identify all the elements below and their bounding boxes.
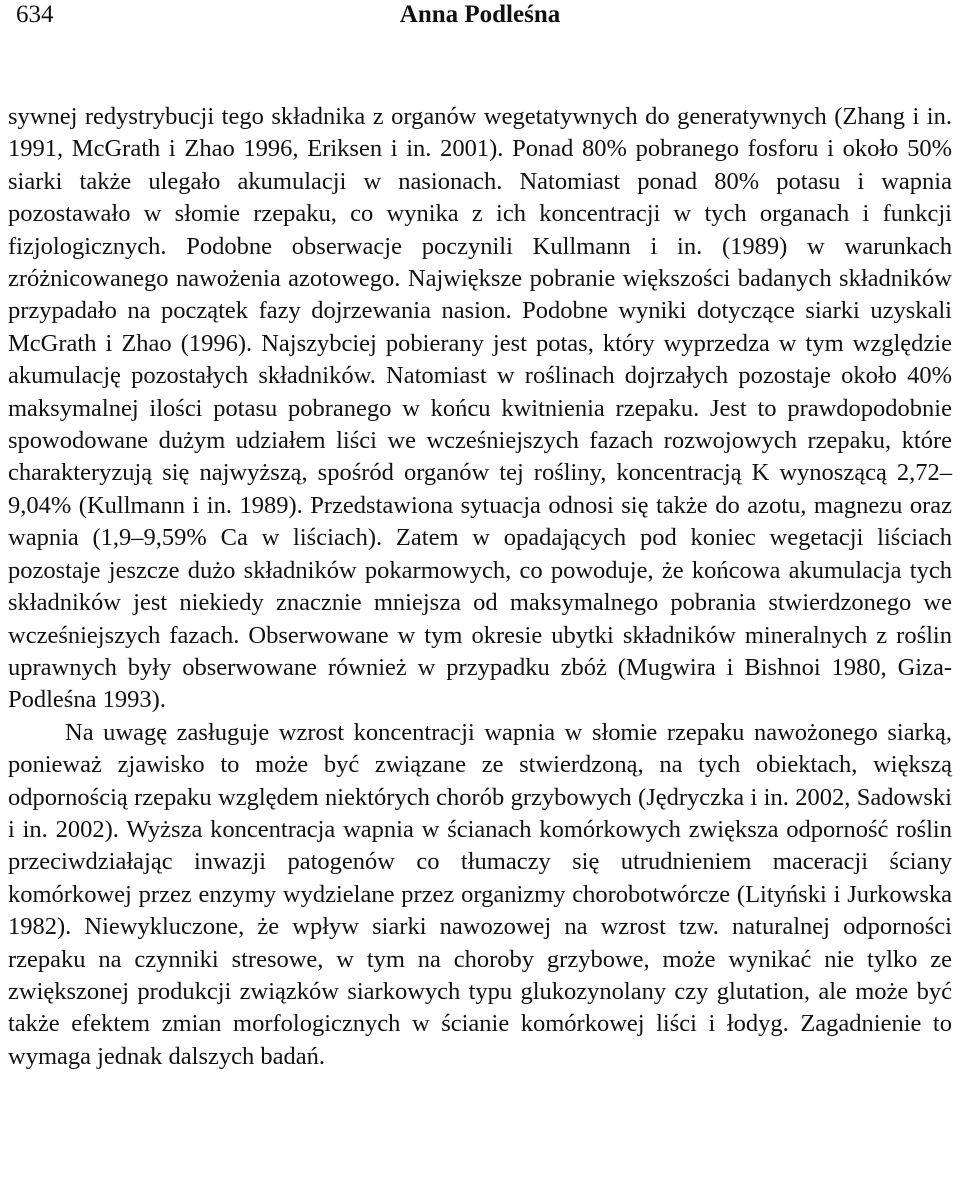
- body-text: [8, 101, 952, 1073]
- page-header: [8, 0, 952, 34]
- page-number: 634: [16, 1, 54, 28]
- running-head-author: Anna Podleśna: [399, 1, 561, 28]
- paragraph-2: Na uwagę zasługuje wzrost koncentracji wapnia w słomie rzepaku nawożonego siarką, ponieważ zjawisko to może być związane ze stwierdzoną, na tych obiektach, większą odpornością rzepaku względem niektórych chorób grzybowych (Jędryczka i in. 2002, Sadowski i in. 2002). Wyższa koncentracja wapnia w ścianach komórkowych zwiększa odporność roślin przeciwdziałając inwazji patogenów co tłumaczy się utrudnieniem maceracji ściany komórkowej przez enzymy wydzielane przez organizmy chorobotwórcze (Lityński i Jurkowska 1982). Niewykluczone, że wpływ siarki nawozowej na wzrost tzw. naturalnej odporności rzepaku na czynniki stresowe, w tym na choroby grzybowe, może wynikać nie tylko ze zwiększonej produkcji związków siarkowych typu glukozynolany czy glutation, ale może być także efektem zmian morfologicznych w ścianie komórkowej liści i łodyg. Zagadnienie to wymaga jednak dalszych badań.: [8, 718, 952, 1070]
- paragraph-1: sywnej redystrybucji tego składnika z organów wegetatywnych do generatywnych (Zhang i in. 1991, McGrath i Zhao 1996, Eriksen i in. 2001). Ponad 80% pobranego fosforu i około 50% siarki także ulegało akumulacji w nasionach. Natomiast ponad 80% potasu i wapnia pozostawało w słomie rzepaku, co wynika z ich koncentracji w tych organach i funkcji fizjologicznych. Podobne obserwacje poczynili Kullmann i in. (1989) w warunkach zróżnicowanego nawożenia azotowego. Największe pobranie większości badanych składników przypadało na początek fazy dojrzewania nasion. Podobne wyniki dotyczące siarki uzyskali McGrath i Zhao (1996). Najszybciej pobierany jest potas, który wyprzedza w tym względzie akumulację pozostałych składników. Natomiast w roślinach dojrzałych pozostaje około 40% maksymalnej ilości potasu pobranego w końcu kwitnienia rzepaku. Jest to prawdopodobnie spowodowane dużym udziałem liści we wcześniejszych fazach rozwojowych rzepaku, które charakteryzują się najwyższą, spośród organów tej rośliny, koncentracją K wynoszącą 2,72–9,04% (Kullmann i in. 1989). Przedstawiona sytuacja odnosi się także do azotu, magnezu oraz wapnia (1,9–9,59% Ca w liściach). Zatem w opadających pod koniec wegetacji liściach pozostaje jeszcze dużo składników pokarmowych, co powoduje, że końcowa akumulacja tych składników jest niekiedy znacznie mniejsza od maksymalnego pobrania stwierdzonego we wcześniejszych fazach. Obserwowane w tym okresie ubytki składników mineralnych z roślin uprawnych były obserwowane również w przypadku zbóż (Mugwira i Bishnoi 1980, Giza-Podleśna 1993).: [8, 103, 952, 714]
